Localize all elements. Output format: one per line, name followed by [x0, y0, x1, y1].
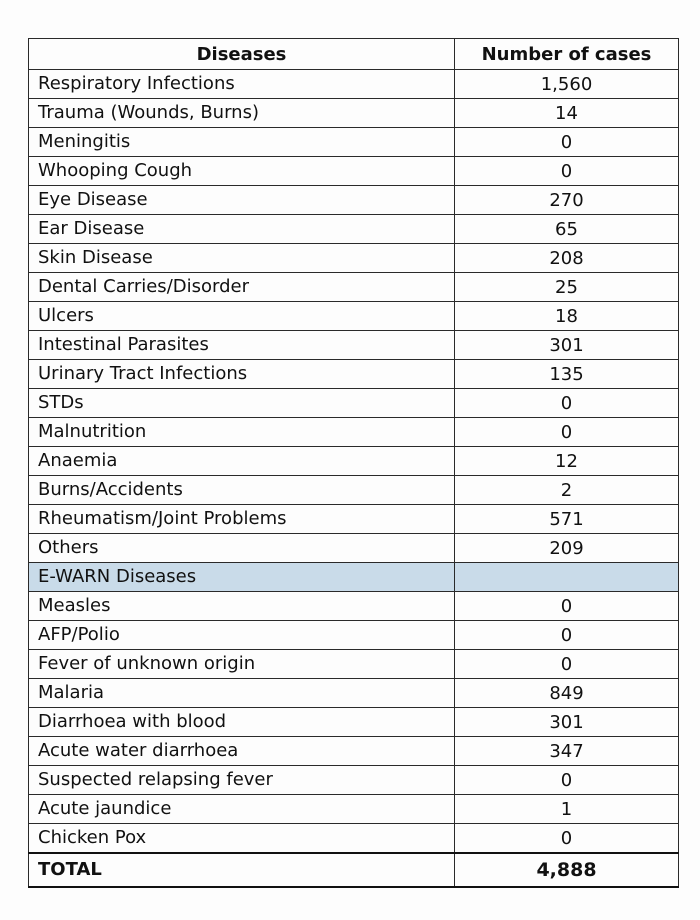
table-row: [29, 592, 679, 621]
case-count-cell: 301: [455, 708, 679, 737]
table-row: [29, 650, 679, 679]
disease-name-cell: Fever of unknown origin: [29, 650, 455, 679]
ewarn-section-empty-cell: [455, 563, 679, 592]
disease-name-cell: Burns/Accidents: [29, 476, 455, 505]
table-row: [29, 157, 679, 186]
ewarn-section-row: [29, 563, 679, 592]
table-row: [29, 99, 679, 128]
table-row: [29, 273, 679, 302]
case-count-cell: 135: [455, 360, 679, 389]
total-count: 4,888: [455, 853, 679, 887]
case-count-cell: 1: [455, 795, 679, 824]
ewarn-section-label: E-WARN Diseases: [29, 563, 455, 592]
table-row: [29, 128, 679, 157]
disease-name-cell: Chicken Pox: [29, 824, 455, 854]
case-count-cell: 65: [455, 215, 679, 244]
table-row: [29, 447, 679, 476]
table-row: [29, 679, 679, 708]
case-count-cell: 0: [455, 418, 679, 447]
disease-name-cell: Acute water diarrhoea: [29, 737, 455, 766]
case-count-cell: 0: [455, 592, 679, 621]
table-row: [29, 824, 679, 854]
disease-name-cell: Eye Disease: [29, 186, 455, 215]
table-row: [29, 418, 679, 447]
disease-name-cell: AFP/Polio: [29, 621, 455, 650]
case-count-cell: 1,560: [455, 70, 679, 99]
case-count-cell: 571: [455, 505, 679, 534]
cases-column-header: Number of cases: [455, 39, 679, 70]
disease-name-cell: Ear Disease: [29, 215, 455, 244]
disease-name-cell: Acute jaundice: [29, 795, 455, 824]
case-count-cell: 270: [455, 186, 679, 215]
disease-name-cell: Whooping Cough: [29, 157, 455, 186]
case-count-cell: 2: [455, 476, 679, 505]
disease-name-cell: Skin Disease: [29, 244, 455, 273]
disease-name-cell: Anaemia: [29, 447, 455, 476]
table-row: [29, 186, 679, 215]
disease-name-cell: Meningitis: [29, 128, 455, 157]
case-count-cell: 0: [455, 389, 679, 418]
table-row: [29, 505, 679, 534]
table-row: [29, 708, 679, 737]
table-row: [29, 70, 679, 99]
case-count-cell: 18: [455, 302, 679, 331]
case-count-cell: 14: [455, 99, 679, 128]
disease-name-cell: Rheumatism/Joint Problems: [29, 505, 455, 534]
case-count-cell: 0: [455, 650, 679, 679]
table-row: [29, 534, 679, 563]
table-row: [29, 215, 679, 244]
case-count-cell: 12: [455, 447, 679, 476]
table-row: [29, 737, 679, 766]
total-label: TOTAL: [29, 853, 455, 887]
disease-name-cell: Malaria: [29, 679, 455, 708]
table-header: [29, 39, 679, 70]
case-count-cell: 25: [455, 273, 679, 302]
disease-cases-table: [28, 38, 679, 888]
case-count-cell: 849: [455, 679, 679, 708]
ewarn-diseases-section: [29, 592, 679, 888]
disease-name-cell: STDs: [29, 389, 455, 418]
table-row: [29, 621, 679, 650]
disease-name-cell: Urinary Tract Infections: [29, 360, 455, 389]
disease-name-cell: Dental Carries/Disorder: [29, 273, 455, 302]
table-row: [29, 302, 679, 331]
disease-name-cell: Malnutrition: [29, 418, 455, 447]
case-count-cell: 301: [455, 331, 679, 360]
header-row: [29, 39, 679, 70]
general-diseases-section: [29, 70, 679, 592]
case-count-cell: 0: [455, 824, 679, 854]
case-count-cell: 209: [455, 534, 679, 563]
disease-name-cell: Trauma (Wounds, Burns): [29, 99, 455, 128]
table-row: [29, 360, 679, 389]
table-row: [29, 389, 679, 418]
case-count-cell: 0: [455, 128, 679, 157]
disease-name-cell: Intestinal Parasites: [29, 331, 455, 360]
table-row: [29, 766, 679, 795]
disease-name-cell: Suspected relapsing fever: [29, 766, 455, 795]
case-count-cell: 0: [455, 157, 679, 186]
disease-name-cell: Respiratory Infections: [29, 70, 455, 99]
disease-name-cell: Diarrhoea with blood: [29, 708, 455, 737]
disease-name-cell: Others: [29, 534, 455, 563]
table-row: [29, 476, 679, 505]
diseases-column-header: Diseases: [29, 39, 455, 70]
case-count-cell: 208: [455, 244, 679, 273]
case-count-cell: 347: [455, 737, 679, 766]
disease-name-cell: Measles: [29, 592, 455, 621]
table-row: [29, 795, 679, 824]
case-count-cell: 0: [455, 621, 679, 650]
total-row: [29, 853, 679, 887]
disease-name-cell: Ulcers: [29, 302, 455, 331]
table-row: [29, 244, 679, 273]
case-count-cell: 0: [455, 766, 679, 795]
table-row: [29, 331, 679, 360]
